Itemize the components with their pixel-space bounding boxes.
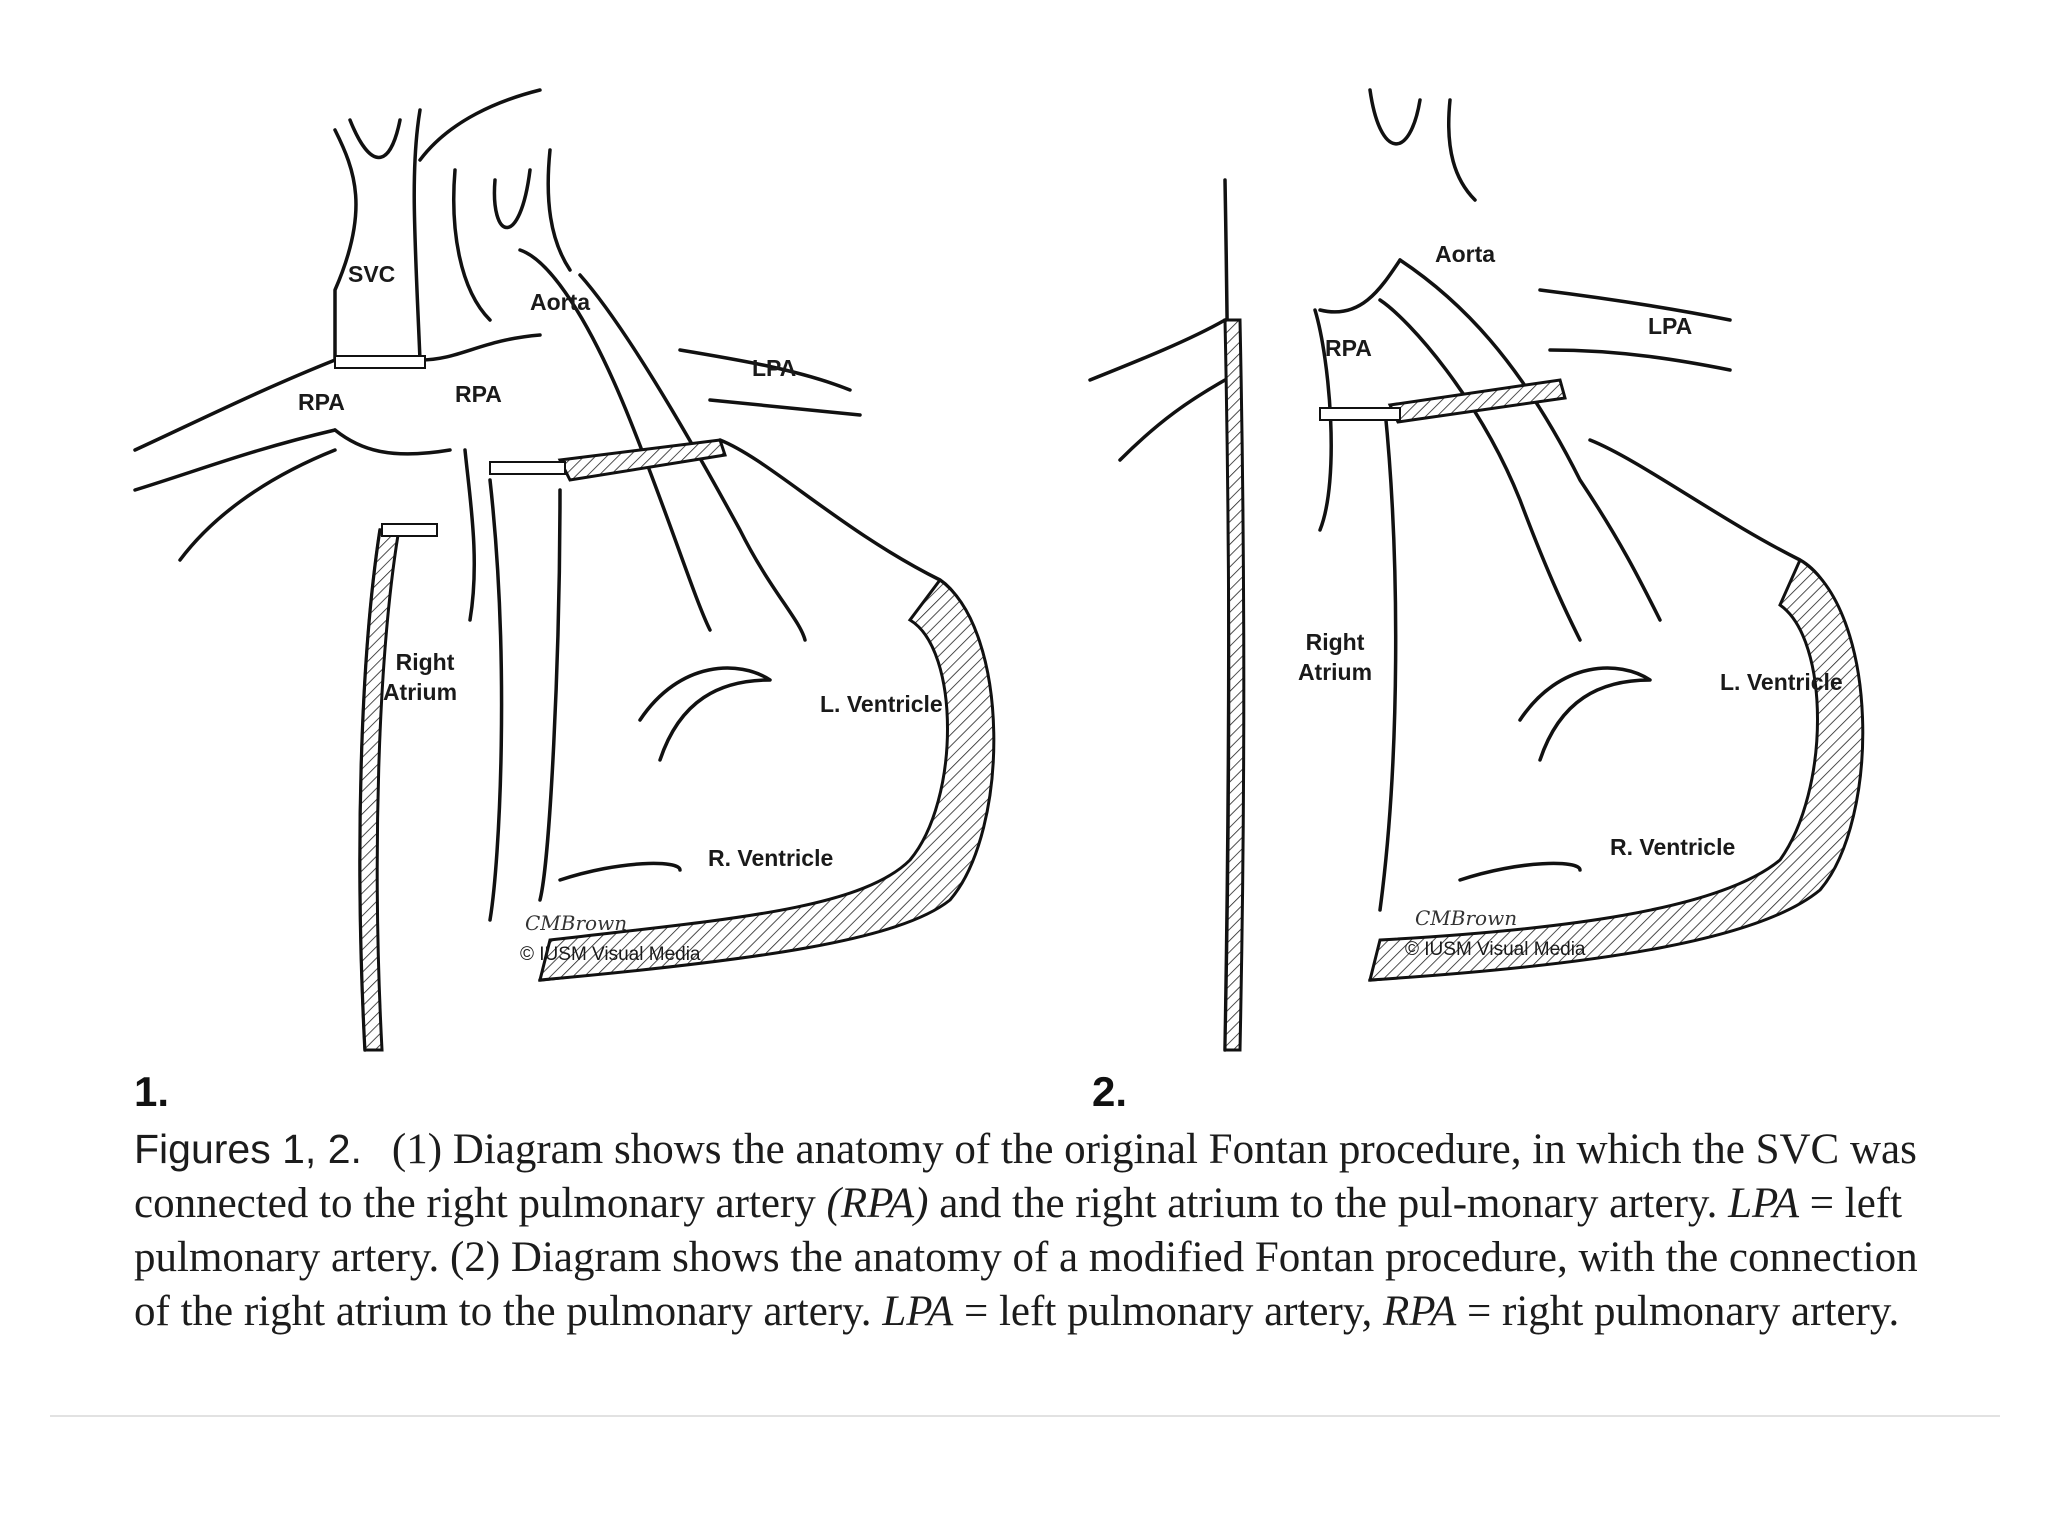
label-l-ventricle: L. Ventricle [1720,669,1843,695]
figure-1-diagram [120,60,1040,1060]
label-right-atrium-1: Right [395,649,455,675]
label-rpa: RPA [1325,335,1372,361]
label-right-atrium-2: Atrium [382,679,458,705]
horizontal-rule [50,1415,2000,1417]
label-rpa-left: RPA [298,389,345,415]
caption-abbr-lpa-2: LPA [882,1288,954,1335]
label-right-atrium-1: Right [1305,629,1365,655]
caption-abbr-rpa-2: RPA [1383,1288,1457,1335]
caption-abbr-rpa: (RPA) [826,1180,929,1227]
caption-lead: Figures 1, 2. [134,1126,362,1172]
label-aorta: Aorta [1435,241,1496,267]
caption-text-4: = left pulmonary artery, [953,1288,1384,1335]
artist-signature: CMBrown [1415,906,1518,930]
caption-abbr-lpa-1: LPA [1728,1180,1799,1227]
caption-text-2: and the right atrium to the pul-monary artery. [928,1180,1729,1227]
svc-wall-left [335,130,356,360]
figure-2-diagram [1080,60,2000,1060]
pa-band-hatch [560,440,725,480]
caption-text-1: (1) Diagram shows the anatomy of the original Fontan procedure, in which the SVC was connected to the right pulmonary artery [134,1126,1917,1227]
aorta-wall-left [454,170,490,320]
label-rpa-right: RPA [455,381,502,407]
atrium-wall-hatch [360,530,398,1050]
caption-text-5: = right pulmonary artery. [1456,1288,1900,1335]
label-r-ventricle: R. Ventricle [708,845,834,871]
label-r-ventricle: R. Ventricle [1610,834,1736,860]
label-lpa: LPA [752,355,797,381]
atrium-pa-anastomosis [1320,408,1400,420]
label-right-atrium-2: Atrium [1297,659,1373,685]
aorta-descending-outer [1400,260,1660,620]
figure-caption [134,1122,1949,1339]
svc-rpa-anastomosis [335,356,425,368]
right-atrium-inner [465,450,474,620]
label-l-ventricle: L. Ventricle [820,691,943,717]
label-svc: SVC [348,261,396,287]
figure-1-number: 1. [134,1068,170,1115]
fontan-original-diagram [120,60,1040,1060]
label-lpa: LPA [1648,313,1693,339]
svc-wall-right [414,110,420,360]
caption-text-3: = left pulmonary artery. (2) Diagram shows the anatomy of a modified Fontan procedure, with the connection of the right atrium to the pulmonary artery. [134,1180,1918,1335]
credit-text: © IUSM Visual Media [1405,939,1586,960]
fontan-modified-diagram [1080,60,2000,1060]
label-aorta: Aorta [530,289,591,315]
artist-signature: CMBrown [525,911,628,935]
svc-wall-hatch [1225,320,1244,1050]
credit-text: © IUSM Visual Media [520,944,701,965]
figure-2-number: 2. [1092,1068,1128,1115]
atrium-anastomosis [382,524,437,536]
atrium-pa-anastomosis [490,462,565,474]
